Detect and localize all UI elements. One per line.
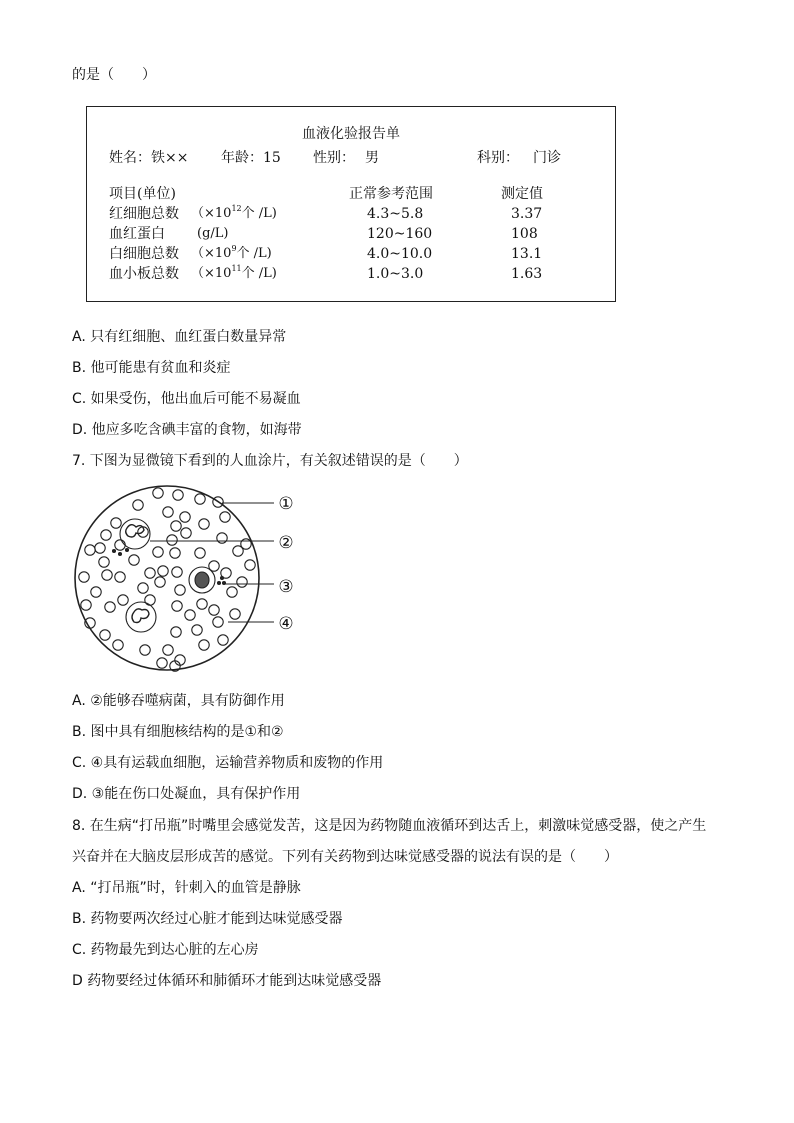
q6-option-d[interactable]: D. 他应多吃含碘丰富的食物，如海带 [72, 422, 302, 438]
red-blood-cell [138, 583, 148, 593]
red-blood-cell [111, 518, 121, 528]
red-blood-cell [163, 645, 173, 655]
red-blood-cell [245, 560, 255, 570]
q8-option-b[interactable]: B. 药物要两次经过心脏才能到达味觉感受器 [72, 911, 343, 927]
red-blood-cell [113, 640, 123, 650]
red-blood-cell [199, 519, 209, 529]
red-blood-cell [133, 500, 143, 510]
red-blood-cell [218, 635, 228, 645]
red-blood-cell [173, 490, 183, 500]
red-blood-cell [209, 605, 219, 615]
label-3: ③ [278, 577, 294, 597]
red-blood-cell [99, 557, 109, 567]
red-blood-cell [153, 488, 163, 498]
q7-option-b[interactable]: B. 图中具有细胞核结构的是①和② [72, 724, 284, 740]
row-range: 1.0~3.0 [367, 266, 424, 282]
patient-sex-value: 男 [365, 150, 379, 166]
red-blood-cell [241, 539, 251, 549]
red-blood-cell [237, 577, 247, 587]
row-unit: （$\times 10^{12}$个 /L) [191, 204, 277, 221]
platelet [221, 577, 224, 580]
wbc-nucleus [195, 572, 209, 588]
row-name: 白细胞总数 [109, 246, 179, 262]
wbc-nucleus [132, 609, 149, 623]
red-blood-cell [181, 528, 191, 538]
row-name: 血小板总数 [109, 266, 179, 282]
red-blood-cell [100, 630, 110, 640]
report-title: 血液化验报告单 [302, 126, 400, 142]
header-range: 正常参考范围 [349, 186, 433, 202]
red-blood-cell [102, 570, 112, 580]
red-blood-cell [163, 507, 173, 517]
red-blood-cell [145, 595, 155, 605]
red-blood-cell [230, 609, 240, 619]
red-blood-cell [95, 543, 105, 553]
red-blood-cell [185, 610, 195, 620]
red-blood-cell [85, 545, 95, 555]
patient-age: 年龄：15 [221, 150, 281, 166]
row-range: 4.0~10.0 [367, 246, 433, 262]
red-blood-cell [175, 585, 185, 595]
patient-name: 姓名：铁×× [109, 150, 189, 166]
q8-option-a[interactable]: A. “打吊瓶”时，针刺入的血管是静脉 [72, 880, 301, 896]
q6-option-b[interactable]: B. 他可能患有贫血和炎症 [72, 360, 231, 376]
row-name: 血红蛋白 [109, 226, 165, 242]
label-1: ① [278, 494, 294, 514]
white-blood-cell [126, 602, 156, 632]
red-blood-cell [227, 587, 237, 597]
red-blood-cell [153, 547, 163, 557]
red-blood-cell [170, 548, 180, 558]
wbc-nucleus [126, 525, 144, 537]
red-blood-cell [220, 512, 230, 522]
row-unit: (g/L) [197, 226, 229, 241]
patient-sex-label: 性别： [313, 150, 355, 166]
q6-option-c[interactable]: C. 如果受伤，他出血后可能不易凝血 [72, 391, 301, 407]
q8-option-c[interactable]: C. 药物最先到达心脏的左心房 [72, 942, 259, 958]
red-blood-cell [105, 602, 115, 612]
red-blood-cell [155, 577, 165, 587]
red-blood-cell [145, 568, 155, 578]
header-item: 项目(单位) [109, 186, 176, 202]
row-value: 108 [511, 226, 538, 242]
question-intro: 的是（ ） [72, 67, 156, 83]
red-blood-cell [167, 535, 177, 545]
red-blood-cell [199, 640, 209, 650]
q7-option-c[interactable]: C. ④具有运载血细胞，运输营养物质和废物的作用 [72, 755, 384, 771]
red-blood-cell [81, 600, 91, 610]
label-2: ② [278, 533, 294, 553]
q7-stem: 7. 下图为显微镜下看到的人血涂片，有关叙述错误的是（ ） [72, 453, 468, 469]
row-unit: （$\times 10^{11}$个 /L) [191, 264, 277, 281]
platelet [218, 582, 221, 585]
red-blood-cell [192, 625, 202, 635]
q8-stem-line1: 8. 在生病“打吊瓶”时嘴里会感觉发苦，这是因为药物随血液循环到达舌上，刺激味觉感受器，使之产生 [72, 818, 707, 834]
red-blood-cell [172, 601, 182, 611]
row-value: 13.1 [511, 246, 543, 262]
red-blood-cell [118, 595, 128, 605]
q6-option-a[interactable]: A. 只有红细胞、血红蛋白数量异常 [72, 329, 287, 345]
department-label: 科别： [477, 150, 519, 166]
row-name: 红细胞总数 [109, 206, 179, 222]
red-blood-cell [129, 555, 139, 565]
red-blood-cell [157, 658, 167, 668]
red-blood-cell [171, 521, 181, 531]
red-blood-cell [172, 567, 182, 577]
red-blood-cell [217, 533, 227, 543]
red-blood-cell [115, 540, 125, 550]
red-blood-cell [101, 530, 111, 540]
q7-option-d[interactable]: D. ③能在伤口处凝血，具有保护作用 [72, 786, 301, 802]
q7-option-a[interactable]: A. ②能够吞噬病菌，具有防御作用 [72, 693, 285, 709]
platelet [126, 549, 129, 552]
q8-stem-line2: 兴奋并在大脑皮层形成苦的感觉。下列有关药物到达味觉感受器的说法有误的是（ ） [72, 849, 618, 865]
row-value: 1.63 [511, 266, 543, 282]
red-blood-cell [213, 617, 223, 627]
q8-option-d[interactable]: D 药物要经过体循环和肺循环才能到达味觉感受器 [72, 973, 382, 989]
red-blood-cell [91, 587, 101, 597]
red-blood-cell [171, 627, 181, 637]
red-blood-cell [140, 645, 150, 655]
red-blood-cell [79, 572, 89, 582]
red-blood-cell [195, 548, 205, 558]
label-4: ④ [278, 614, 294, 634]
row-range: 120~160 [367, 226, 433, 242]
red-blood-cell [158, 566, 168, 576]
row-unit: （$\times 10^9$个 /L) [191, 244, 272, 261]
header-value: 测定值 [501, 186, 543, 202]
red-blood-cell [115, 572, 125, 582]
platelet [113, 550, 116, 553]
red-blood-cell [197, 599, 207, 609]
row-value: 3.37 [511, 206, 543, 222]
row-range: 4.3~5.8 [367, 206, 424, 222]
red-blood-cell [195, 494, 205, 504]
red-blood-cell [180, 512, 190, 522]
platelet [119, 553, 122, 556]
department-value: 门诊 [533, 150, 561, 166]
